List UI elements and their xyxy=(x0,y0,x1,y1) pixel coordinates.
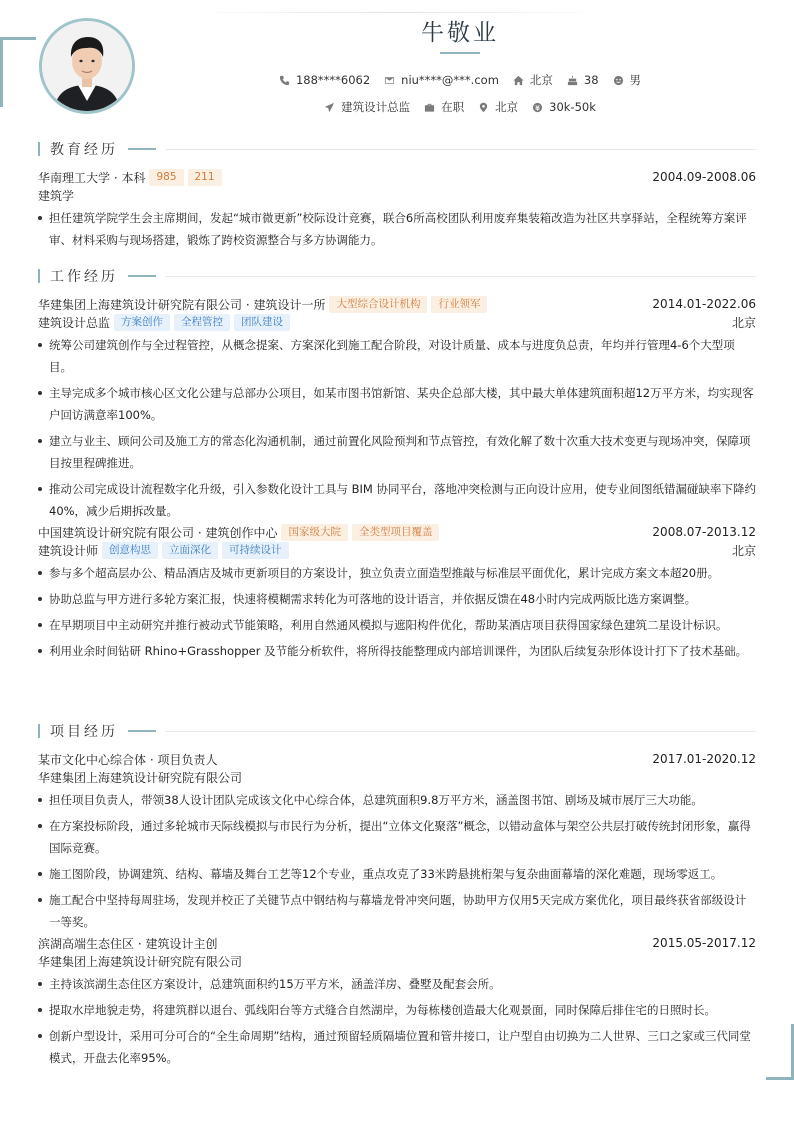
info-job-status xyxy=(424,99,464,115)
bullet-item: 利用业余时间钻研 Rhino+Grasshopper 及节能分析软件，将所得技能整理成内部培训课件，为团队后续复杂形体设计打下了技术基础。 xyxy=(38,640,756,662)
section-accent-line xyxy=(128,275,156,277)
bullet-item: 统筹公司建筑创作与全过程管控，从概念提案、方案深化到施工配合阶段，对设计质量、成本与进度负总责，年均并行管理4-6个大型项目。 xyxy=(38,334,756,378)
role-tag: 方案创作 xyxy=(114,314,170,331)
contact-info-row xyxy=(0,72,794,88)
job-role: 建筑设计师 xyxy=(38,543,99,558)
education-date: 2004.09-2008.06 xyxy=(652,170,756,184)
email-text: niu****@***.com xyxy=(401,73,499,87)
school-name: 华南理工大学 · 本科 xyxy=(38,170,146,185)
section-divider xyxy=(166,149,756,150)
section-projects-title xyxy=(38,722,756,740)
section-education-title xyxy=(38,140,756,158)
top-divider xyxy=(180,12,616,13)
job-city: 北京 xyxy=(731,315,756,330)
company-tag: 行业领军 xyxy=(431,296,487,313)
section-divider xyxy=(166,731,756,732)
money-icon xyxy=(532,102,543,113)
age-text: 38 xyxy=(583,73,599,87)
home-icon xyxy=(513,75,524,86)
cake-icon xyxy=(567,75,578,86)
work-entry xyxy=(38,523,756,666)
mail-icon xyxy=(384,75,395,86)
candidate-name: 牛敬业 xyxy=(421,20,499,46)
salary-text: 30k-50k xyxy=(549,100,596,114)
section-marker xyxy=(38,269,40,283)
gender-icon xyxy=(613,75,624,86)
bullet-item: 参与多个超高层办公、精品酒店及城市更新项目的方案设计，独立负责立面造型推敲与标准层平面优化，累计完成方案文本超20册。 xyxy=(38,562,756,584)
location-pin-icon xyxy=(478,102,489,113)
project-name: 某市文化中心综合体 · 项目负责人 xyxy=(38,752,218,767)
bullet-item: 协助总监与甲方进行多轮方案汇报，快速将模糊需求转化为可落地的设计语言，并依据反馈在48小时内完成两版比选方案调整。 xyxy=(38,588,756,610)
section-title-text: 教育经历 xyxy=(50,142,118,158)
education-bullets xyxy=(38,207,756,251)
name-underline xyxy=(440,52,480,54)
job-role: 建筑设计总监 xyxy=(38,315,111,330)
info-email xyxy=(384,72,499,88)
project-entry xyxy=(38,750,756,937)
project-date: 2015.05-2017.12 xyxy=(652,936,756,950)
phone-icon xyxy=(279,75,290,86)
bullet-item: 施工图阶段，协调建筑、结构、幕墙及舞台工艺等12个专业，重点攻克了33米跨悬挑桁架与复杂曲面幕墙的深化难题，现场零返工。 xyxy=(38,863,756,885)
section-accent-line xyxy=(128,730,156,732)
work-bullets xyxy=(38,562,756,662)
section-work-title xyxy=(38,267,756,285)
bullet-item: 创新户型设计，采用可分可合的“全生命周期”结构，通过预留轻质隔墙位置和管井接口，让户型自由切换为二人世界、三口之家或三代同堂模式，开盘去化率95%。 xyxy=(38,1025,756,1069)
bullet-item: 推动公司完成设计流程数字化升级，引入参数化设计工具与 BIM 协同平台，落地冲突检测与正向设计应用，使专业间图纸错漏碰缺率下降约40%，减少后期拆改量。 xyxy=(38,478,756,522)
role-tag: 可持续设计 xyxy=(222,542,289,559)
project-bullets xyxy=(38,789,756,933)
section-title-text: 项目经历 xyxy=(50,724,118,740)
work-date: 2008.07-2013.12 xyxy=(652,525,756,539)
project-entry xyxy=(38,934,756,1073)
company-tag: 全类型项目覆盖 xyxy=(352,524,440,541)
bullet-item: 提取水岸地貌走势，将建筑群以退台、弧线阳台等方式缝合自然湖岸，为每栋楼创造最大化观景面，同时保障后排住宅的日照时长。 xyxy=(38,999,756,1021)
section-title-text: 工作经历 xyxy=(50,269,118,285)
company-name: 中国建筑设计研究院有限公司 · 建筑创作中心 xyxy=(38,525,278,540)
info-target-position xyxy=(324,99,410,115)
project-name: 滨湖高端生态住区 · 建筑设计主创 xyxy=(38,936,218,951)
info-gender xyxy=(613,72,642,88)
section-marker xyxy=(38,724,40,738)
send-icon xyxy=(324,102,335,113)
work-date: 2014.01-2022.06 xyxy=(652,297,756,311)
job-status-text: 在职 xyxy=(441,100,465,114)
info-target-city xyxy=(478,99,518,115)
project-date: 2017.01-2020.12 xyxy=(652,752,756,766)
role-tag: 团队建设 xyxy=(234,314,290,331)
bullet-item: 在早期项目中主动研究并推行被动式节能策略，利用自然通风模拟与遮阳构件优化，帮助某酒店项目获得国家绿色建筑二星设计标识。 xyxy=(38,614,756,636)
company-name: 华建集团上海建筑设计研究院有限公司 · 建筑设计一所 xyxy=(38,297,326,312)
corner-decoration-bottom-right xyxy=(766,1024,794,1080)
school-tag: 985 xyxy=(149,169,183,186)
info-age xyxy=(567,72,599,88)
role-tag: 全程管控 xyxy=(174,314,230,331)
school-tag: 211 xyxy=(188,169,222,186)
home-city-text: 北京 xyxy=(529,73,553,87)
major: 建筑学 xyxy=(38,188,75,203)
education-entry xyxy=(38,168,756,255)
project-bullets xyxy=(38,973,756,1069)
bullet-item: 担任建筑学院学生会主席期间，发起“城市微更新”校际设计竞赛，联合6所高校团队利用废弃集装箱改造为社区共享驿站，全程统筹方案评审、材料采购与现场搭建，锻炼了跨校资源整合与多方协调能力。 xyxy=(38,207,756,251)
company-tag: 国家级大院 xyxy=(281,524,348,541)
project-org: 华建集团上海建筑设计研究院有限公司 xyxy=(38,954,243,969)
bullet-item: 施工配合中坚持每周驻场，发现并校正了关键节点中钢结构与幕墙龙骨冲突问题，协助甲方仅用5天完成方案优化，项目最终获省部级设计一等奖。 xyxy=(38,889,756,933)
section-accent-line xyxy=(128,148,156,150)
work-entry xyxy=(38,295,756,526)
bullet-item: 主导完成多个城市核心区文化公建与总部办公项目，如某市图书馆新馆、某央企总部大楼，其中最大单体建筑面积超12万平方米，均实现客户回访满意率100%。 xyxy=(38,382,756,426)
bullet-item: 在方案投标阶段，通过多轮城市天际线模拟与市民行为分析，提出“立体文化聚落”概念，以错动盒体与架空公共层打破传统封闭形象，赢得国际竞赛。 xyxy=(38,815,756,859)
company-tag: 大型综合设计机构 xyxy=(329,296,427,313)
role-tag: 立面深化 xyxy=(162,542,218,559)
job-info-row xyxy=(0,99,794,115)
briefcase-icon xyxy=(424,102,435,113)
gender-text: 男 xyxy=(629,73,642,87)
info-home-city xyxy=(513,72,553,88)
role-tag: 创意构思 xyxy=(102,542,158,559)
section-marker xyxy=(38,142,40,156)
bullet-item: 担任项目负责人，带领38人设计团队完成该文化中心综合体，总建筑面积9.8万平方米，涵盖图书馆、剧场及城市展厅三大功能。 xyxy=(38,789,756,811)
target-position-text: 建筑设计总监 xyxy=(341,100,411,114)
info-phone xyxy=(279,72,370,88)
job-city: 北京 xyxy=(731,543,756,558)
phone-text: 188****6062 xyxy=(295,73,371,87)
bullet-item: 主持该滨湖生态住区方案设计，总建筑面积约15万平方米，涵盖洋房、叠墅及配套会所。 xyxy=(38,973,756,995)
section-divider xyxy=(166,276,756,277)
info-salary xyxy=(532,99,596,115)
project-org: 华建集团上海建筑设计研究院有限公司 xyxy=(38,770,243,785)
target-city-text: 北京 xyxy=(495,100,519,114)
bullet-item: 建立与业主、顾问公司及施工方的常态化沟通机制，通过前置化风险预判和节点管控，有效化解了数十次重大技术变更与现场冲突，保障项目按里程碑推进。 xyxy=(38,430,756,474)
work-bullets xyxy=(38,334,756,522)
